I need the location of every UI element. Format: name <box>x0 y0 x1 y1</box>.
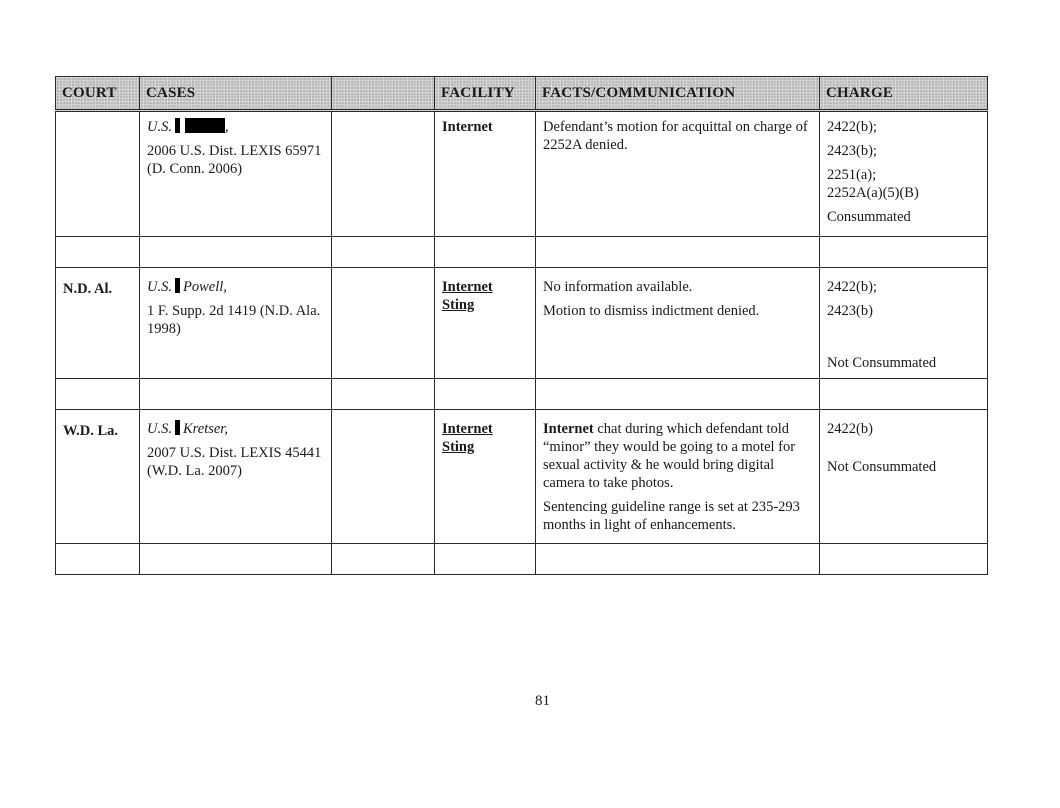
case-citation: 2007 U.S. Dist. LEXIS 45441 (W.D. La. 2007) <box>147 445 322 479</box>
header-charge: CHARGE <box>820 77 988 111</box>
facility-cell <box>435 268 536 379</box>
facts-text: Motion to dismiss indictment denied. <box>543 303 760 319</box>
facility-label: Internet <box>442 279 493 295</box>
court-cell: W.D. La. <box>56 410 140 544</box>
court-cell: N.D. Al. <box>56 268 140 379</box>
charge-line: 2252A(a)(5)(B) <box>827 185 919 201</box>
facility-label: Sting <box>442 439 475 455</box>
charge-line: 2251(a); <box>827 167 877 183</box>
facts-cell <box>536 268 820 379</box>
facility-cell <box>435 111 536 237</box>
case-table <box>55 76 988 575</box>
charge-line: 2423(b) <box>827 303 873 319</box>
spacer-row <box>56 237 988 268</box>
header-cases: CASES <box>140 77 332 111</box>
facility-label: Internet <box>442 119 493 135</box>
spacer-row <box>56 379 988 410</box>
case-citation: 1 F. Supp. 2d 1419 (N.D. Ala. 1998) <box>147 303 321 337</box>
charge-line: 2422(b); <box>827 119 877 135</box>
facility-label: Sting <box>442 297 475 313</box>
case-cell <box>140 268 332 379</box>
header-row <box>56 77 988 111</box>
charge-status: Consummated <box>827 209 911 225</box>
case-title: U.S. Powell, <box>147 279 227 295</box>
facility-cell <box>435 410 536 544</box>
facts-text: Sentencing guideline range is set at 235-293 months in light of enhancements. <box>543 499 800 533</box>
charge-cell <box>820 268 988 379</box>
charge-line: 2422(b); <box>827 279 877 295</box>
case-citation: 2006 U.S. Dist. LEXIS 65971 (D. Conn. 2006) <box>147 143 322 177</box>
case-cell <box>140 410 332 544</box>
case-cell <box>140 111 332 237</box>
court-cell <box>56 111 140 237</box>
page-number: 81 <box>535 693 550 709</box>
charge-line: 2422(b) <box>827 421 873 437</box>
facts-text: Defendant’s motion for acquittal on charge of 2252A denied. <box>543 119 808 153</box>
redaction-mark <box>185 118 225 133</box>
table-row <box>56 410 988 544</box>
charge-cell <box>820 111 988 237</box>
blank-cell <box>332 268 435 379</box>
header-court: COURT <box>56 77 140 111</box>
header-blank <box>332 77 435 111</box>
facts-cell <box>536 111 820 237</box>
redaction-mark <box>175 118 180 133</box>
table-row <box>56 268 988 379</box>
case-title: U.S. , <box>147 119 229 135</box>
charge-line: 2423(b); <box>827 143 877 159</box>
charge-cell <box>820 410 988 544</box>
blank-cell <box>332 111 435 237</box>
header-facility: FACILITY <box>435 77 536 111</box>
facts-text: Internet chat during which defendant told “minor” they would be going to a motel for sexual activity & he would bring digital camera to take photos. <box>543 421 796 491</box>
spacer-row <box>56 544 988 575</box>
blank-cell <box>332 410 435 544</box>
case-title: U.S. Kretser, <box>147 421 228 437</box>
charge-status: Not Consummated <box>827 355 937 371</box>
facility-label: Internet <box>442 421 493 437</box>
table-row <box>56 111 988 237</box>
charge-status: Not Consummated <box>827 459 937 475</box>
redaction-mark <box>175 420 180 435</box>
header-facts: FACTS/COMMUNICATION <box>536 77 820 111</box>
redaction-mark <box>175 278 180 293</box>
facts-text: No information available. <box>543 279 693 295</box>
facts-cell <box>536 410 820 544</box>
